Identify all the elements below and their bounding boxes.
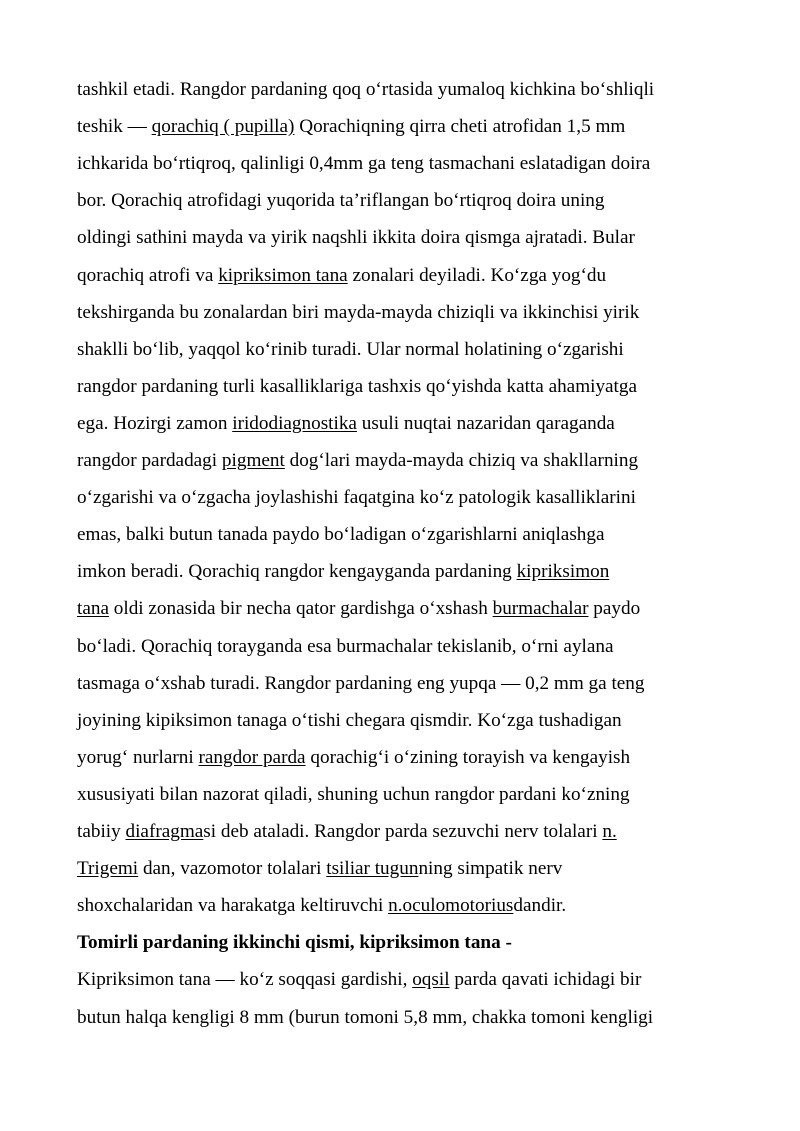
text-span: parda qavati ichidagi bir [449,969,642,991]
heading-text: Tomirli pardaning ikkinchi qismi, kipriksimon tana - [77,932,512,954]
term-link[interactable]: iridodiagnostika [232,412,357,434]
text-span: rangdor pardaning turli kasalliklariga tashxis qo‘yishda katta ahamiyatga [77,375,637,397]
text-span: qorachig‘i o‘zining torayish va kengayish [305,746,631,768]
text-span: emas, balki butun tanada paydo bo‘ladigan o‘zgarishlarni aniqlashga [77,524,605,546]
text-span: shaklli bo‘lib, yaqqol ko‘rinib turadi. Ular normal holatining o‘zgarishi [77,338,624,360]
term-link[interactable]: n.oculomotorius [388,895,514,917]
text-span: dan, vazomotor tolalari [138,858,327,880]
term-link[interactable]: kipriksimon tana [218,264,348,286]
term-link[interactable]: oqsil [412,969,450,991]
text-line [77,820,617,844]
term-link[interactable]: Trigemi [77,858,139,880]
text-span: oldi zonasida bir necha qator gardishga o‘xshash [108,598,493,620]
text-line [77,709,622,733]
text-span: yorug‘ nurlarni [77,746,199,768]
text-line [77,1006,653,1030]
text-span: rangdor pardadagi [77,450,222,471]
term-link[interactable]: tana [77,598,109,620]
text-span: ega. Hozirgi zamon [77,412,233,434]
text-span: dandir. [513,895,567,917]
text-line [77,264,606,288]
text-span: bor. Qorachiq atrofidagi yuqorida ta’riflangan bo‘rtiqroq doira uning [77,190,605,212]
text-span: ning simpatik nerv [418,858,563,880]
text-span: teshik — [77,116,152,138]
text-span: zonalari deyiladi. Ko‘zga yog‘du [347,264,607,286]
text-line [77,189,605,213]
text-line [77,412,615,436]
text-span: shoxchalaridan va harakatga keltiruvchi [77,895,389,917]
text-line [77,746,630,770]
text-span: xususiyati bilan nazorat qiladi, shuning uchun rangdor pardani ko‘zning [77,783,630,805]
text-span: o‘zgarishi va o‘zgacha joylashishi faqatgina ko‘z patologik kasalliklarini [77,487,636,509]
text-line [77,968,641,992]
term-link[interactable]: diafragma [125,821,204,842]
text-span: tashkil etadi. Rangdor pardaning qoq o‘rtasida yumaloq kichkina bo‘shliqli [77,79,655,100]
text-line [77,783,630,807]
text-line [77,635,614,659]
term-link[interactable]: pigment [221,450,285,471]
text-span: ichkarida bo‘rtiqroq, qalinligi 0,4mm ga teng tasmachani eslatadigan doira [77,153,651,175]
text-span: si deb ataladi. Rangdor parda sezuvchi nerv tolalari [203,821,603,842]
text-span: dog‘lari mayda-mayda chiziq va shakllarning [284,450,639,471]
text-line [77,894,566,918]
text-line [77,449,638,473]
term-link[interactable]: n. [602,821,617,842]
text-span: tekshirganda bu zonalardan biri mayda-mayda chiziqli va ikkinchisi yirik [77,301,640,323]
text-line [77,523,605,547]
text-line [77,672,645,696]
text-line [77,226,635,250]
text-line [77,560,609,584]
term-link[interactable]: kipriksimon [516,561,610,583]
text-span: tasmaga o‘xshab turadi. Rangdor pardaning eng yupqa — 0,2 mm ga teng [77,672,645,694]
text-span: usuli nuqtai nazaridan qaraganda [356,412,615,434]
text-span: Qorachiqning qirra cheti atrofidan 1,5 mm [294,116,626,138]
text-span: imkon beradi. Qorachiq rangdor kengayganda pardaning [77,561,517,583]
text-line [77,486,636,510]
text-line [77,152,650,176]
term-link[interactable]: qorachiq ( pupilla) [151,116,295,138]
text-span: paydo [588,598,641,620]
term-link[interactable]: burmachalar [492,598,589,620]
text-line [77,857,562,881]
text-span: tabiiy [77,821,126,842]
text-line [77,338,624,362]
section-heading [77,931,512,955]
text-span: butun halqa kengligi 8 mm (burun tomoni 5,8 mm, chakka tomoni kengligi [77,1006,654,1028]
text-line [77,375,637,399]
text-line [77,597,640,621]
term-link[interactable]: tsiliar tugun [326,858,419,880]
text-line [77,78,654,102]
text-span: Kipriksimon tana — ko‘z soqqasi gardishi, [77,969,413,991]
term-link[interactable]: rangdor parda [198,746,306,768]
text-span: oldingi sathini mayda va yirik naqshli ikkita doira qismga ajratadi. Bular [77,227,635,249]
text-line [77,115,625,139]
text-span: qorachiq atrofi va [77,264,219,286]
text-span: bo‘ladi. Qorachiq torayganda esa burmachalar tekislanib, o‘rni aylana [77,635,614,657]
text-line [77,301,639,325]
text-span: joyining kipiksimon tanaga o‘tishi chegara qismdir. Ko‘zga tushadigan [77,709,622,731]
